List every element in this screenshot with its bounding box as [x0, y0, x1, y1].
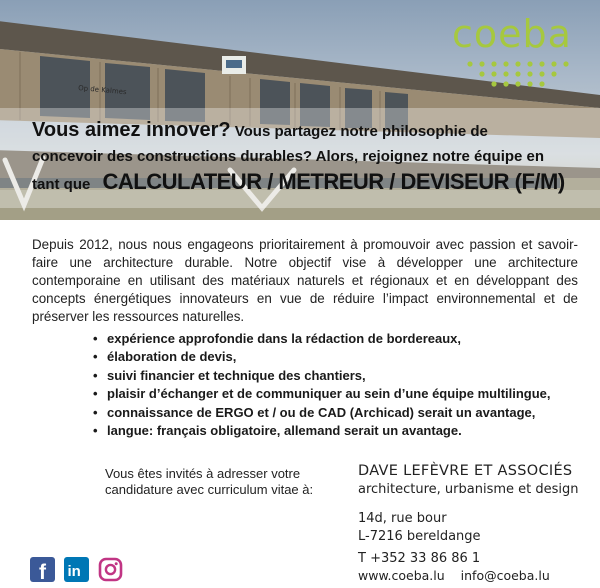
contact-line — [358, 568, 550, 583]
logo-wordmark: coeba — [452, 12, 572, 56]
list-item — [93, 385, 551, 403]
address-block — [358, 510, 481, 568]
requirement-text: connaissance de ERGO et / ou de CAD (Archicad) serait un avantage, — [107, 404, 536, 420]
bullet: • — [93, 386, 98, 402]
email-link[interactable]: info@coeba.lu — [460, 568, 550, 583]
headline-question: Vous aimez innover? — [32, 119, 231, 141]
bullet: • — [93, 367, 98, 383]
bullet: • — [93, 423, 98, 439]
instagram-frame — [100, 559, 121, 580]
headline-part-2: Vous partagez notre philosophie de — [234, 123, 488, 140]
address-city: L-7216 bereldange — [358, 528, 481, 544]
linkedin-glyph: in — [67, 563, 81, 580]
headline-line-3 — [32, 169, 580, 197]
requirements-list — [93, 330, 551, 440]
requirement-text: expérience approfondie dans la rédaction de bordereaux, — [107, 331, 461, 346]
bullet: • — [93, 331, 98, 346]
requirement-text: suivi financier et technique des chantiers, — [107, 367, 366, 383]
instagram-icon[interactable] — [98, 557, 123, 582]
headline — [32, 118, 580, 197]
linkedin-icon[interactable] — [64, 557, 89, 582]
headline-lead: tant que — [32, 176, 91, 193]
list-item — [93, 422, 551, 440]
application-invite: Vous êtes invités à adresser votre candidature avec curriculum vitae à: — [105, 466, 314, 497]
requirement-text: langue: français obligatoire, allemand serait un avantage. — [107, 423, 462, 439]
bullet: • — [93, 404, 98, 420]
instagram-lens — [106, 565, 115, 574]
headline-line-2: concevoir des constructions durables? Alors, rejoignez notre équipe en — [32, 148, 545, 165]
job-title: CALCULATEUR / METREUR / DEVISEUR (F/M) — [102, 169, 565, 194]
logo-dots-icon — [466, 60, 578, 92]
firm-name: DAVE LEFÈVRE ET ASSOCIÉS — [358, 463, 573, 479]
firm-block — [358, 462, 579, 498]
facebook-glyph: f — [39, 561, 46, 582]
requirement-text: plaisir d’échanger et de communiquer au sein d’une équipe multilingue, — [107, 386, 551, 402]
hero-banner — [0, 0, 600, 220]
list-item — [93, 348, 551, 366]
headline-line-1 — [32, 118, 580, 144]
list-item — [93, 404, 551, 422]
facebook-icon[interactable] — [30, 557, 55, 582]
website-link[interactable]: www.coeba.lu — [358, 568, 445, 583]
list-item — [93, 367, 551, 385]
firm-subtitle: architecture, urbanisme et design — [358, 482, 579, 497]
list-item — [93, 330, 551, 348]
requirement-text: élaboration de devis, — [107, 349, 237, 365]
social-icons — [30, 557, 123, 582]
bullet: • — [93, 349, 98, 365]
coeba-logo — [452, 14, 582, 89]
building-sign: Op de Kalmes — [77, 84, 127, 97]
address-street: 14d, rue bour — [358, 511, 447, 526]
instagram-dot — [115, 562, 118, 565]
phone-number: T +352 33 86 86 1 — [358, 551, 481, 566]
intro-paragraph: Depuis 2012, nous nous engageons prioritairement à promouvoir avec passion et savoir-faire une architecture durable. Notre objectif vise à développer une architecture contemporaine en utilisant des matériaux naturels et régionaux et en développant des concepts énergétiques innovateurs en vue de réduire l’impact environnemental et de préserver les ressources naturelles. — [32, 237, 578, 324]
